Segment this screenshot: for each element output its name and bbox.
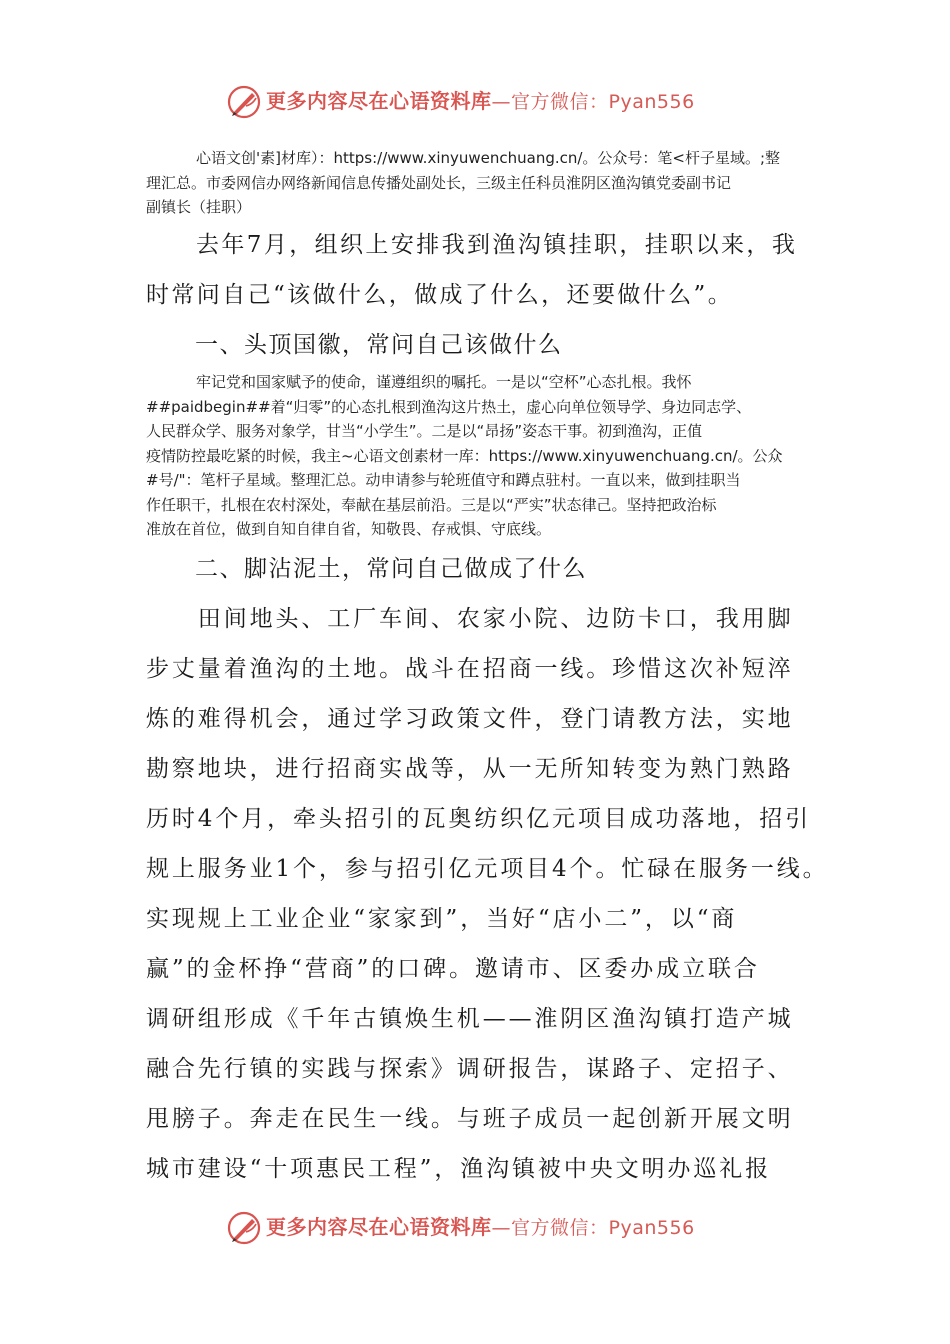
banner-text [266,1214,695,1241]
banner-lead: 更多内容尽在心语资料库 [266,1215,492,1239]
pen-logo-icon [226,1210,262,1246]
section2-line: 赢”的金杯挣“营商”的口碑。邀请市、区委办成立联合 [146,956,760,982]
section1-paragraph [146,370,806,542]
section1-line: 作任职干，扎根在农村深处，奉献在基层前沿。三是以“严实”状态律己。坚持把政治标 [146,495,717,514]
lede-paragraph [146,220,814,320]
section2-line: 炼的难得机会，通过学习政策文件，登门请教方法，实地 [146,706,794,732]
section2-line: 甩膀子。奔走在民生一线。与班子成员一起创新开展文明 [146,1106,794,1132]
section2-line: 勘察地块，进行招商实战等，从一无所知转变为熟门熟路 [146,756,794,782]
intro-line: 理汇总。市委网信办网络新闻信息传播处副处长，三级主任科员淮阴区渔沟镇党委副书记 [146,173,732,192]
footer-banner [0,1206,950,1250]
section2-paragraph [146,594,829,1194]
banner-text [266,88,695,115]
banner-lead: 更多内容尽在心语资料库 [266,89,492,113]
intro-paragraph [146,146,806,220]
lede-line: 时常问自己“该做什么，做成了什么，还要做什么”。 [146,282,734,308]
section2-line: 实现规上工业企业“家家到”，当好“店小二”，以“商 [146,906,738,932]
header-banner [0,80,950,124]
intro-line: 副镇长（挂职） [146,198,252,216]
banner-tail: —官方微信：Pyan556 [491,1217,695,1239]
section1-heading: 一、头顶国徽，常问自己该做什么 [195,332,563,358]
section1-line: 准放在首位，做到自知自律自省，知敬畏、存戒惧、守底线。 [146,520,552,538]
section1-line: 人民群众学、服务对象学，甘当“小学生”。二是以“昂扬”姿态干事。初到渔沟，正值 [146,422,703,440]
section2-line: 田间地头、工厂车间、农家小院、边防卡口，我用脚 [146,606,794,632]
intro-line: 心语文创'素]材库）：https://www.xinyuwenchuang.cn/。公众号：笔<杆子星域。;整 [196,149,781,167]
section2-line: 历时4个月，牵头招引的瓦奥纺织亿元项目成功落地，招引 [146,806,812,832]
banner-tail: —官方微信：Pyan556 [491,91,695,113]
section2-line: 调研组形成《千年古镇焕生机——淮阴区渔沟镇打造产城 [146,1006,794,1032]
section2-line: 城市建设“十项惠民工程”，渔沟镇被中央文明办巡礼报 [146,1156,772,1182]
lede-line: 去年7月，组织上安排我到渔沟镇挂职，挂职以来，我 [196,232,798,258]
pen-logo-icon [226,84,262,120]
section1-line: #号/"：笔杆子星域。整理汇总。动申请参与轮班值守和蹲点驻村。一直以来，做到挂职当 [146,471,741,489]
section1-line: 牢记党和国家赋予的使命，谨遵组织的嘱托。一是以“空杯”心态扎根。我怀 [196,373,692,391]
section2-line: 融合先行镇的实践与探索》调研报告，谋路子、定招子、 [146,1056,794,1082]
section2-line: 步丈量着渔沟的土地。战斗在招商一线。珍惜这次补短淬 [146,656,794,682]
section1-line: 疫情防控最吃紧的时候，我主~心语文创素材一库：https://www.xinyuwenchuang.cn/。公众 [146,446,783,465]
section2-heading: 二、脚沾泥土，常问自己做成了什么 [195,556,587,582]
section2-line: 规上服务业1个，参与招引亿元项目4个。忙碌在服务一线。 [146,856,829,882]
section1-line: ##paidbegin##着“归零”的心态扎根到渔沟这片热土，虚心向单位领导学、身边同志学、 [146,397,752,416]
